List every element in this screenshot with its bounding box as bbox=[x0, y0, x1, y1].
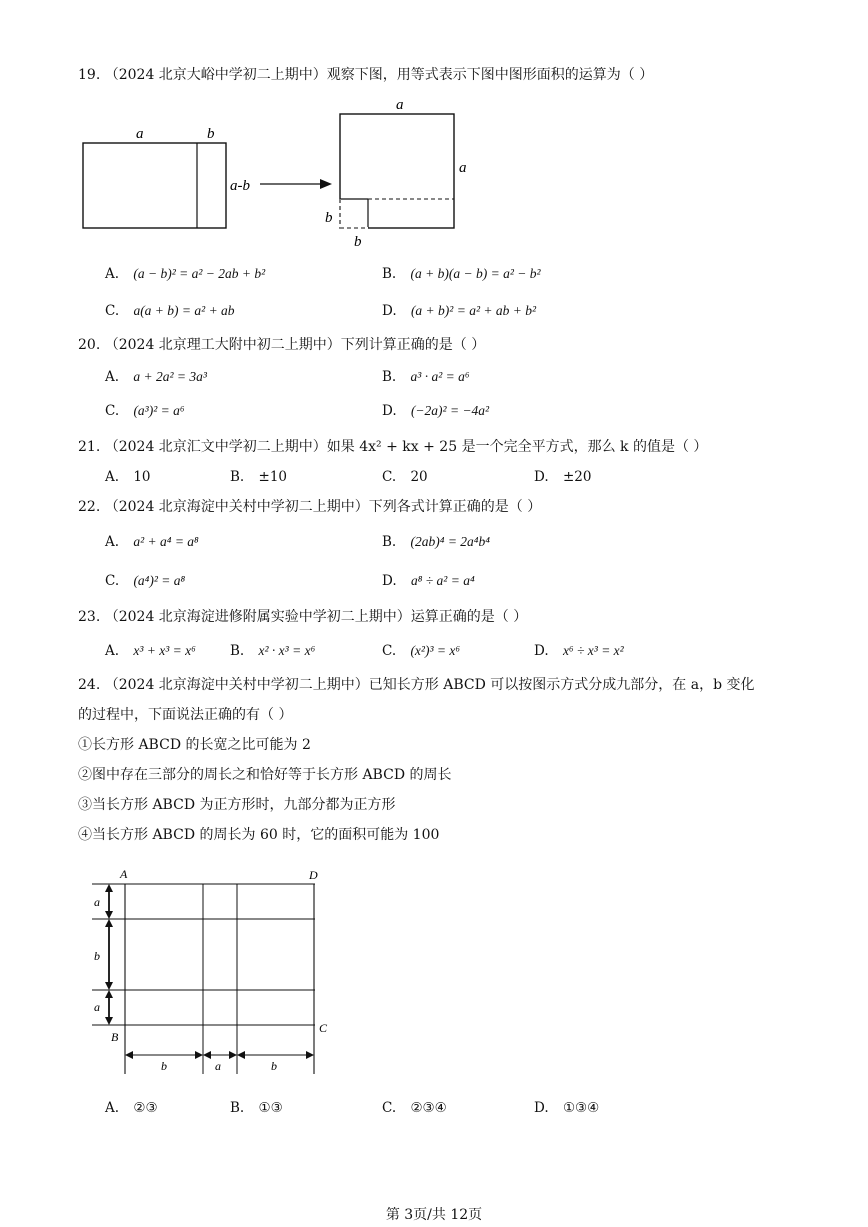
option-letter: B. bbox=[382, 534, 397, 550]
option-letter: C. bbox=[105, 403, 120, 419]
q23-stem bbox=[78, 608, 527, 626]
q23-option-c[interactable] bbox=[382, 642, 460, 660]
q24-left-label-b: b bbox=[94, 949, 100, 963]
q19-number: 19. bbox=[78, 67, 101, 83]
option-text: a² + a⁴ = a⁸ bbox=[133, 534, 199, 549]
option-letter: A. bbox=[105, 1100, 120, 1116]
option-text: ②③④ bbox=[410, 1100, 447, 1116]
q21-option-c[interactable] bbox=[382, 468, 428, 486]
option-letter: D. bbox=[382, 303, 397, 319]
option-letter: C. bbox=[382, 469, 397, 485]
q24-option-d[interactable] bbox=[534, 1099, 599, 1117]
q20-option-d[interactable] bbox=[382, 402, 489, 420]
q19-option-a[interactable] bbox=[105, 265, 265, 283]
option-text: ±10 bbox=[258, 469, 288, 485]
q19-label-a-left: a bbox=[136, 126, 144, 142]
option-letter: A. bbox=[105, 369, 120, 385]
option-text: 20 bbox=[410, 469, 428, 485]
q19-option-c[interactable] bbox=[105, 302, 235, 320]
q21-option-a[interactable] bbox=[105, 468, 151, 486]
q21-option-d[interactable] bbox=[534, 468, 591, 486]
q21-option-b[interactable] bbox=[230, 468, 287, 486]
q22-number: 22. bbox=[78, 499, 101, 515]
option-letter: C. bbox=[105, 303, 120, 319]
option-text: ①③④ bbox=[562, 1100, 600, 1116]
option-text: (a⁴)² = a⁸ bbox=[133, 573, 186, 588]
q19-option-b[interactable] bbox=[382, 265, 541, 283]
option-text: (a + b)² = a² + ab + b² bbox=[410, 303, 537, 318]
option-letter: A. bbox=[105, 469, 120, 485]
q24-label-C: C bbox=[319, 1021, 328, 1035]
q24-option-b[interactable] bbox=[230, 1099, 283, 1117]
q24-label-B: B bbox=[111, 1030, 119, 1044]
q24-stem-line1 bbox=[78, 676, 755, 694]
option-letter: D. bbox=[382, 573, 397, 589]
option-letter: C. bbox=[105, 573, 120, 589]
q22-option-a[interactable] bbox=[105, 533, 199, 551]
option-text: a(a + b) = a² + ab bbox=[133, 303, 235, 318]
q19-left-rectangle bbox=[83, 143, 226, 228]
q24-left-dimensions bbox=[105, 884, 113, 1025]
option-text: (−2a)² = −4a² bbox=[410, 403, 490, 418]
option-text: a³ · a² = a⁶ bbox=[410, 369, 470, 384]
q19-label-a-right: a bbox=[459, 160, 467, 176]
q21-number: 21. bbox=[78, 439, 101, 455]
q24-label-D: D bbox=[309, 868, 318, 882]
q19-right-square bbox=[340, 114, 454, 228]
q24-left-label-a1: a bbox=[94, 895, 100, 909]
option-text: (a³)² = a⁶ bbox=[133, 403, 185, 418]
q21-stem bbox=[78, 438, 707, 456]
q24-bottom-label-a: a bbox=[215, 1059, 221, 1073]
q24-bottom-label-b1: b bbox=[161, 1059, 167, 1073]
page-footer: 第 3页/共 12页 bbox=[385, 1207, 483, 1223]
option-text: (x²)³ = x⁶ bbox=[410, 643, 461, 658]
q24-left-label-a2: a bbox=[94, 1000, 100, 1014]
q19-label-a-top: a bbox=[396, 97, 404, 113]
q19-stem bbox=[78, 66, 653, 84]
q19-label-b-side: b bbox=[325, 210, 333, 226]
q22-option-d[interactable] bbox=[382, 572, 475, 590]
q19-label-a-minus-b: a-b bbox=[230, 178, 250, 194]
q23-number: 23. bbox=[78, 609, 101, 625]
option-letter: B. bbox=[382, 369, 397, 385]
q19-figure bbox=[70, 92, 490, 252]
option-text: ②③ bbox=[133, 1100, 158, 1116]
q20-option-b[interactable] bbox=[382, 368, 470, 386]
option-letter: B. bbox=[230, 1100, 245, 1116]
q20-stem bbox=[78, 336, 485, 354]
option-text: (a + b)(a − b) = a² − b² bbox=[410, 266, 541, 281]
option-text: (a − b)² = a² − 2ab + b² bbox=[133, 266, 266, 281]
option-letter: A. bbox=[105, 534, 120, 550]
q23-option-d[interactable] bbox=[534, 642, 624, 660]
option-letter: A. bbox=[105, 643, 120, 659]
q24-option-a[interactable] bbox=[105, 1099, 158, 1117]
q20-option-c[interactable] bbox=[105, 402, 185, 420]
q24-bottom-label-b2: b bbox=[271, 1059, 277, 1073]
q19-option-d[interactable] bbox=[382, 302, 536, 320]
q22-option-b[interactable] bbox=[382, 533, 490, 551]
option-text: ①③ bbox=[258, 1100, 283, 1116]
q24-bottom-dimensions bbox=[125, 1051, 314, 1059]
option-text: x³ + x³ = x⁶ bbox=[133, 643, 196, 658]
option-text: a⁸ ÷ a² = a⁴ bbox=[410, 573, 475, 588]
q24-statement-4: ④当长方形 ABCD 的周长为 60 时，它的面积可能为 100 bbox=[78, 827, 440, 843]
option-letter: C. bbox=[382, 643, 397, 659]
q19-text: （2024 北京大峪中学初二上期中）观察下图，用等式表示下图中图形面积的运算为（ ） bbox=[104, 67, 654, 83]
arrow-right-icon bbox=[320, 179, 332, 189]
q23-option-b[interactable] bbox=[230, 642, 315, 660]
q20-option-a[interactable] bbox=[105, 368, 207, 386]
q24-statement-1: ①长方形 ABCD 的长宽之比可能为 2 bbox=[78, 737, 311, 753]
option-letter: C. bbox=[382, 1100, 397, 1116]
option-letter: B. bbox=[230, 469, 245, 485]
q20-text: （2024 北京理工大附中初二上期中）下列计算正确的是（ ） bbox=[104, 337, 486, 353]
q19-label-b-bottom: b bbox=[354, 234, 362, 250]
q24-stem-line2: 的过程中，下面说法正确的有（ ） bbox=[78, 707, 293, 723]
q24-statement-3: ③当长方形 ABCD 为正方形时，九部分都为正方形 bbox=[78, 797, 396, 813]
q24-option-c[interactable] bbox=[382, 1099, 447, 1117]
q21-text: （2024 北京汇文中学初二上期中）如果 4x² + kx + 25 是一个完全平方式，那么 k 的值是（ ） bbox=[104, 439, 708, 455]
option-text: ±20 bbox=[562, 469, 592, 485]
option-text: a + 2a² = 3a³ bbox=[133, 369, 207, 384]
q22-option-c[interactable] bbox=[105, 572, 185, 590]
option-text: (2ab)⁴ = 2a⁴b⁴ bbox=[410, 534, 490, 549]
option-letter: D. bbox=[534, 1100, 549, 1116]
option-text: 10 bbox=[133, 469, 151, 485]
q24-label-A: A bbox=[120, 867, 128, 881]
option-letter: D. bbox=[382, 403, 397, 419]
q22-text: （2024 北京海淀中关村中学初二上期中）下列各式计算正确的是（ ） bbox=[104, 499, 542, 515]
q19-label-b-left: b bbox=[207, 126, 215, 142]
option-letter: D. bbox=[534, 469, 549, 485]
q22-stem bbox=[78, 498, 541, 516]
q20-number: 20. bbox=[78, 337, 101, 353]
option-letter: B. bbox=[230, 643, 245, 659]
q23-option-a[interactable] bbox=[105, 642, 196, 660]
option-letter: B. bbox=[382, 266, 397, 282]
q24-figure bbox=[80, 862, 340, 1082]
option-text: x⁶ ÷ x³ = x² bbox=[562, 643, 624, 658]
option-text: x² · x³ = x⁶ bbox=[258, 643, 316, 658]
option-letter: D. bbox=[534, 643, 549, 659]
q23-text: （2024 北京海淀进修附属实验中学初二上期中）运算正确的是（ ） bbox=[104, 609, 528, 625]
q24-number: 24. bbox=[78, 677, 101, 693]
q24-text-1: （2024 北京海淀中关村中学初二上期中）已知长方形 ABCD 可以按图示方式分成九部分，在 a，b 变化 bbox=[104, 677, 755, 693]
q24-statement-2: ②图中存在三部分的周长之和恰好等于长方形 ABCD 的周长 bbox=[78, 767, 452, 783]
option-letter: A. bbox=[105, 266, 120, 282]
